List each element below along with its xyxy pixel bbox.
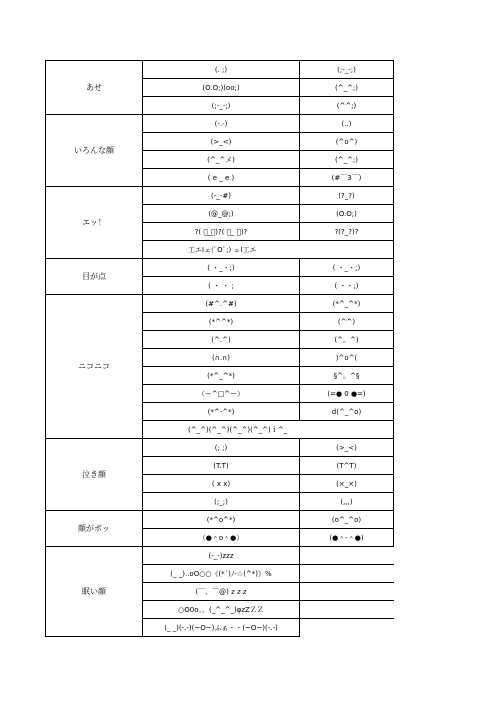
table-row (46, 259, 394, 277)
category-cell: 眠い顔 (46, 547, 143, 637)
category-cell: あせ (46, 61, 143, 115)
category-cell: 顔がポッ (46, 511, 143, 547)
table-row (46, 511, 394, 529)
table-row (46, 61, 394, 79)
emoticon-cell: ?(?_?)? (300, 223, 394, 241)
emoticon-cell: (^.^) (143, 331, 300, 349)
emoticon-cell: (@_@;) (143, 205, 300, 223)
emoticon-cell: (^^) (300, 313, 394, 331)
emoticon-cell: (-_-#) (143, 187, 300, 205)
category-cell: ニコニコ (46, 295, 143, 439)
emoticon-cell: 工エIェ(ﾟOﾟ;) ェI工エ (143, 241, 394, 259)
emoticon-cell: (￣、￣@) z z z (143, 583, 300, 601)
emoticon-cell: (^。^) (300, 331, 394, 349)
emoticon-cell: (#^.^#) (143, 295, 300, 313)
emoticon-cell: (-_-)zzz (143, 547, 300, 565)
emoticon-cell: §^。^§ (300, 367, 394, 385)
emoticon-cell: (,,,) (300, 493, 394, 511)
emoticon-cell: (×_×) (300, 475, 394, 493)
table-row (46, 115, 394, 133)
emoticon-cell: （ー^□^ー） (143, 385, 300, 403)
category-cell: エッ！ (46, 187, 143, 259)
emoticon-cell: (●＾-＾●) (300, 529, 394, 547)
emoticon-cell: ( ・_・;) (300, 259, 394, 277)
emoticon-cell: (-.-) (143, 115, 300, 133)
category-cell: 泣き顔 (46, 439, 143, 511)
emoticon-cell: (^_^メ) (143, 151, 300, 169)
emoticon-cell: (*^_^*) (300, 295, 394, 313)
emoticon-cell: (T^T) (300, 457, 394, 475)
emoticon-cell: (o^_^o) (300, 511, 394, 529)
empty-cell (300, 583, 394, 601)
empty-cell (300, 601, 394, 619)
emoticon-cell: (^_^;) (300, 151, 394, 169)
emoticon-cell: (∩.∩) (143, 349, 300, 367)
emoticon-cell: (. ;) (143, 61, 300, 79)
emoticon-cell: (*^_^*) (143, 367, 300, 385)
emoticon-cell: (#￣3￣) (300, 169, 394, 187)
empty-cell (300, 619, 394, 637)
emoticon-cell: (_ _)(-.-)(~O~)ふぁ・・(~O~)(-.-) (143, 619, 300, 637)
emoticon-cell: ○O0o。。(_^_^_)φzZＺＺ (143, 601, 300, 619)
emoticon-cell: (*^-^*) (143, 403, 300, 421)
emoticon-cell: (*^o^*) (143, 511, 300, 529)
emoticon-cell: (>_<) (143, 133, 300, 151)
table-row (46, 547, 394, 565)
emoticon-cell: (T.T) (143, 457, 300, 475)
emoticon-cell: (O.O;) (300, 205, 394, 223)
emoticon-cell: (; ;) (143, 439, 300, 457)
emoticon-cell: ( ・_・;) (143, 259, 300, 277)
emoticon-cell: (?_?) (300, 187, 394, 205)
emoticon-cell: )^o^( (300, 349, 394, 367)
emoticon-cell: (>_<) (300, 439, 394, 457)
emoticon-cell: (*^^*) (143, 313, 300, 331)
emoticon-cell: ( x x) (143, 475, 300, 493)
table-row (46, 187, 394, 205)
table-row (46, 439, 394, 457)
emoticon-cell: (^_^;) (300, 79, 394, 97)
table-row (46, 295, 394, 313)
emoticon-cell: (=● 0 ●=) (300, 385, 394, 403)
emoticon-cell: （●＾o＾●） (143, 529, 300, 547)
empty-cell (300, 565, 394, 583)
emoticon-cell: (;_;) (143, 493, 300, 511)
category-cell: いろんな顔 (46, 115, 143, 187)
emoticon-cell: (;-_-;) (143, 97, 300, 115)
emoticon-cell: ( e _ e ) (143, 169, 300, 187)
emoticon-cell: (^o^) (300, 133, 394, 151)
emoticon-cell: (..) (300, 115, 394, 133)
emoticon-cell: (^_^)(^_^)(^_^)(^_^)ｉ^_ (143, 421, 394, 439)
emoticon-cell: ( ・・;) (300, 277, 394, 295)
emoticon-cell: (;-_-;) (300, 61, 394, 79)
emoticon-table (45, 60, 394, 637)
empty-cell (300, 547, 394, 565)
emoticon-cell: (O.O;)(oo;) (143, 79, 300, 97)
emoticon-cell: ?( ﾟ_ﾟ)?( ﾟ_ ﾟ)? (143, 223, 300, 241)
emoticon-cell: ( ・ ・ ; (143, 277, 300, 295)
emoticon-cell: (_ _)..oO○○《(*´)ﾉ-☆(^*)》% (143, 565, 300, 583)
emoticon-cell: (^^;) (300, 97, 394, 115)
category-cell: 目が点 (46, 259, 143, 295)
emoticon-cell: d(^_^o) (300, 403, 394, 421)
